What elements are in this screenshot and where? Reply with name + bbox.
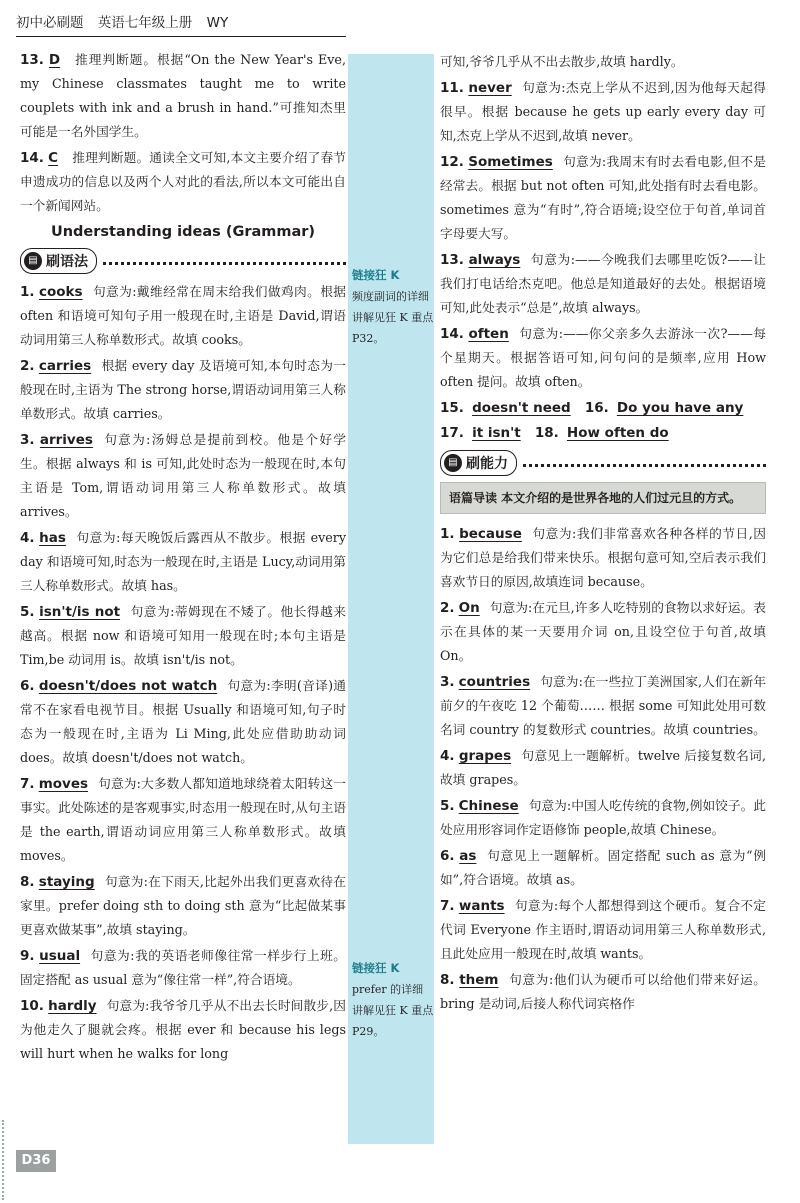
grammar-item: 11. never 句意为:杰克上学从不迟到,因为他每天起得很早。根据 because he gets up early every day 可知,杰克上学从不迟到,故填 never。 [440,80,766,143]
page-edge-decoration [2,1120,6,1200]
ability-item: 5. Chinese 句意为:中国人吃传统的食物,例如饺子。此处应用形容词作定语修饰 people,故填 Chinese。 [440,798,766,837]
margin-note-1 [352,265,434,349]
ability-badge: ▤ 刷能力 [440,450,517,476]
reading-guide: 语篇导读 本文介绍的是世界各地的人们过元旦的方式。 [440,482,766,514]
grammar-item: 2. carries 根据 every day 及语境可知,本句时态为一般现在时,主语为 The strong horse,谓语动词用第三人称单数形式。故填 carries。 [20,358,346,421]
grammar-badge: ▤ 刷语法 [20,248,97,274]
grammar-item: 5. isn't/is not 句意为:蒂姆现在不矮了。他长得越来越高。根据 now 和语境可知用一般现在时;本句主语是 Tim,be 动词用 is。故填 isn't/is not。 [20,604,346,667]
answer-item: 13. D 推理判断题。根据“On the New Year's Eve, my Chinese classmates taught me to write couplets with ink and a brush in hand.”可推知杰里可能是一名外国学生。 [20,52,346,139]
grammar-item: 9. usual 句意为:我的英语老师像往常一样步行上班。固定搭配 as usual 意为“像往常一样”,符合语境。 [20,948,346,987]
grammar-item: 12. Sometimes 句意为:我周末有时去看电影,但不是经常去。根据 but not often 可知,此处指有时去看电影。sometimes 意为“有时”,符合语境;设空位于句首,单词首字母要大写。 [440,154,766,241]
page-header [16,10,346,37]
grammar-item: 13. always 句意为:——今晚我们去哪里吃饭?——让我们打电话给杰克吧。他总是知道最好的去处。根据语境可知,此处表示“总是”,故填 always。 [440,252,766,315]
answer-item: 14. C 推理判断题。通读全文可知,本文主要介绍了春节申遗成功的信息以及两个人对此的看法,所以本文可能出自一个新闻网站。 [20,150,346,213]
page-number: D36 [16,1150,56,1172]
grammar-item: 8. staying 句意为:在下雨天,比起外出我们更喜欢待在家里。prefer doing sth to doing sth 意为“比起做某事更喜欢做某事”,故填 staying。 [20,874,346,937]
ability-item: 6. as 句意见上一题解析。固定搭配 such as 意为“例如”,符合语境。故填 as。 [440,848,766,887]
answer-pair-line: 17. it isn't 18. How often do [440,425,669,441]
grammar-item: 7. moves 句意为:大多数人都知道地球绕着太阳转这一事实。此处陈述的是客观事实,时态用一般现在时,从句主语是 the earth,谓语动词应用第三人称单数形式。故填 moves。 [20,776,346,863]
ability-item: 1. because 句意为:我们非常喜欢各种各样的节日,因为它们总是给我们带来快乐。根据句意可知,空后表示我们喜欢节日的原因,故填连词 because。 [440,526,766,589]
book-icon: ▤ [24,252,42,270]
margin-note-text: prefer 的详细讲解见狂 K 重点 P29。 [352,983,434,1038]
margin-note-tag: 链接狂 K [352,961,400,975]
dotted-divider [523,464,766,467]
grammar-item: 10. hardly 句意为:我爷爷几乎从不出去长时间散步,因为他走久了腿就会疼。根据 ever 和 because his legs will hurt when he walks for long [20,998,346,1061]
left-column [20,48,346,1068]
ability-item: 2. On 句意为:在元旦,许多人吃特别的食物以求好运。表示在具体的某一天要用介词 on,且设空位于句首,故填 On。 [440,600,766,663]
subject-title: 英语七年级上册 [97,15,193,31]
answer-pair-line: 15. doesn't need 16. Do you have any [440,400,744,416]
ability-item: 8. them 句意为:他们认为硬币可以给他们带来好运。bring 是动词,后接人称代词宾格作 [440,972,766,1011]
ability-item: 7. wants 句意为:每个人都想得到这个硬币。复合不定代词 Everyone 作主语时,谓语动词用第三人称单数形式,且此处应用一般现在时,故填 wants。 [440,898,766,961]
right-column [440,50,766,1018]
margin-note-tag: 链接狂 K [352,268,400,282]
ability-item: 3. countries 句意为:在一些拉丁美洲国家,人们在新年前夕的午夜吃 12 个葡萄…… 根据 some 可知此处用可数名词 country 的复数形式 countries。故填 countries。 [440,674,766,737]
continuation-text: 可知,爷爷几乎从不出去散步,故填 hardly。 [440,54,684,69]
grammar-item: 6. doesn't/does not watch 句意为:李明(音译)通常不在家看电视节目。根据 Usually 和语境可知,句子时态为一般现在时,主语为 Li Ming,此处应借助助动词 does。故填 doesn't/does not watch。 [20,678,346,765]
edition-label: WY [206,15,229,31]
book-icon: ▤ [444,454,462,472]
ability-badge-row [440,450,766,476]
ability-item: 4. grapes 句意见上一题解析。twelve 后接复数名词,故填 grapes。 [440,748,766,787]
book-title: 初中必刷题 [16,15,84,31]
grammar-item: 3. arrives 句意为:汤姆总是提前到校。他是个好学生。根据 always 和 is 可知,此处时态为一般现在时,本句主语是 Tom,谓语动词用第三人称单数形式。故填 arrives。 [20,432,346,519]
dotted-divider [103,262,346,265]
grammar-item: 4. has 句意为:每天晚饭后露西从不散步。根据 every day 和语境可知,时态为一般现在时,主语是 Lucy,动词用第三人称单数形式。故填 has。 [20,530,346,593]
grammar-badge-row [20,248,346,274]
section-title: Understanding ideas (Grammar) [50,224,316,240]
margin-note-text: 频度副词的详细讲解见狂 K 重点 P32。 [352,290,434,345]
grammar-item: 1. cooks 句意为:戴维经常在周末给我们做鸡肉。根据 often 和语境可知句子用一般现在时,主语是 David,谓语动词用第三人称单数形式。故填 cooks。 [20,284,346,347]
margin-note-2 [352,958,434,1042]
grammar-item: 14. often 句意为:——你父亲多久去游泳一次?——每个星期天。根据答语可知,问句问的是频率,应用 How often 提问。故填 often。 [440,326,766,389]
